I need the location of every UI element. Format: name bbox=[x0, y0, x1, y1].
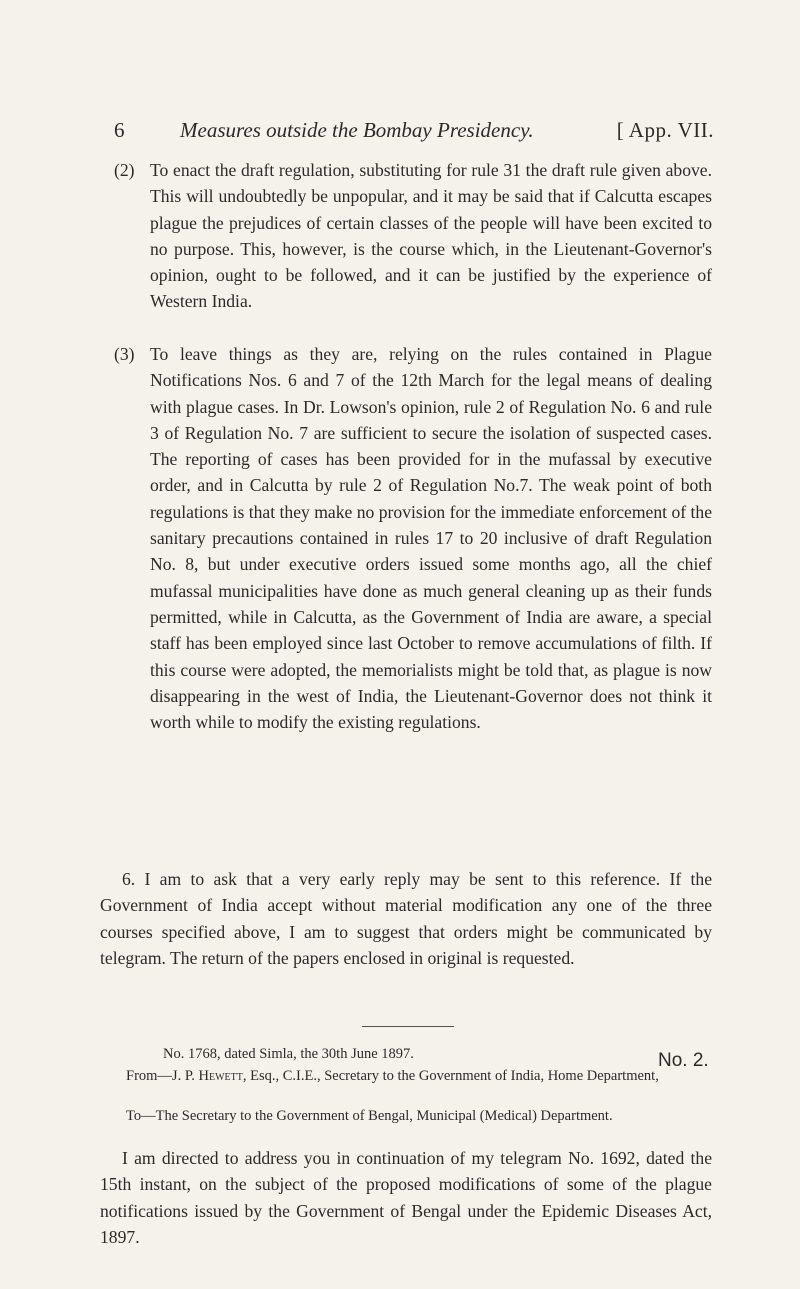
to-line: To—The Secretary to the Government of Bengal, Municipal (Medical) Department. bbox=[126, 1108, 613, 1124]
list-item-number: (2) bbox=[114, 160, 135, 180]
running-title: Measures outside the Bombay Presidency. bbox=[180, 118, 534, 142]
list-item-3 bbox=[114, 341, 712, 735]
list-item-2 bbox=[114, 157, 712, 315]
paragraph-6: 6. I am to ask that a very early reply may be sent to this reference. If the Government of India accept without material modification any one of the three courses specified above, I am to suggest that orders might be communicated by telegram. The return of the papers enclosed in original is requested. bbox=[100, 869, 712, 968]
letter-body: I am directed to address you in continuation of my telegram No. 1692, dated the 15th instant, on the subject of the proposed modifications of some of the plague notifications issued by the Government of Bengal under the Epidemic Diseases Act, 1897. bbox=[100, 1148, 712, 1247]
list-item-number: (3) bbox=[114, 344, 135, 364]
from-line: From—J. P. Hewett, Esq., C.I.E., Secretary to the Government of India, Home Department, bbox=[126, 1068, 659, 1084]
document-number-line: No. 1768, dated Simla, the 30th June 1897. bbox=[163, 1046, 414, 1062]
list-item-text: To enact the draft regulation, substituting for rule 31 the draft rule given above. This will undoubtedly be unpopular, and it may be said that if Calcutta escapes plague the prejudices of certain classes of the people will have been excited to no purpose. This, however, is the course which, in the Lieutenant-Governor's opinion, ought to be followed, and it can be justified by the experience of Western India. bbox=[150, 160, 712, 312]
side-document-label: No. 2. bbox=[658, 1050, 709, 1071]
appendix-label: [ App. VII. bbox=[616, 118, 714, 142]
running-header bbox=[114, 118, 714, 144]
list-item-text: To leave things as they are, relying on the rules contained in Plague Notifications Nos. 6 and 7 of the 12th March for the legal means of dealing with plague cases. In Dr. Lowson's opinion, rule 2 of Regulation No. 6 and rule 3 of Regulation No. 7 are sufficient to secure the isolation of suspected cases. The reporting of cases has been provided for in the mufassal by executive order, and in Calcutta by rule 2 of Regulation No.7. The weak point of both regulations is that they make no provision for the immediate enforcement of the sanitary precautions contained in rules 17 to 20 inclusive of draft Regulation No. 8, but under executive orders issued some months ago, all the chief mufassal municipalities have done as much general cleaning up as their funds permitted, while in Calcutta, as the Government of India are aware, a special staff has been employed since last October to remove accumulations of filth. If this course were adopted, the memorialists might be told that, as plague is now disappearing in the west of India, the Lieutenant-Governor does not think it worth while to modify the existing regulations. bbox=[150, 344, 712, 733]
section-divider bbox=[362, 1026, 454, 1027]
sender-name: Hewett bbox=[198, 1068, 243, 1084]
page-number: 6 bbox=[114, 118, 125, 142]
